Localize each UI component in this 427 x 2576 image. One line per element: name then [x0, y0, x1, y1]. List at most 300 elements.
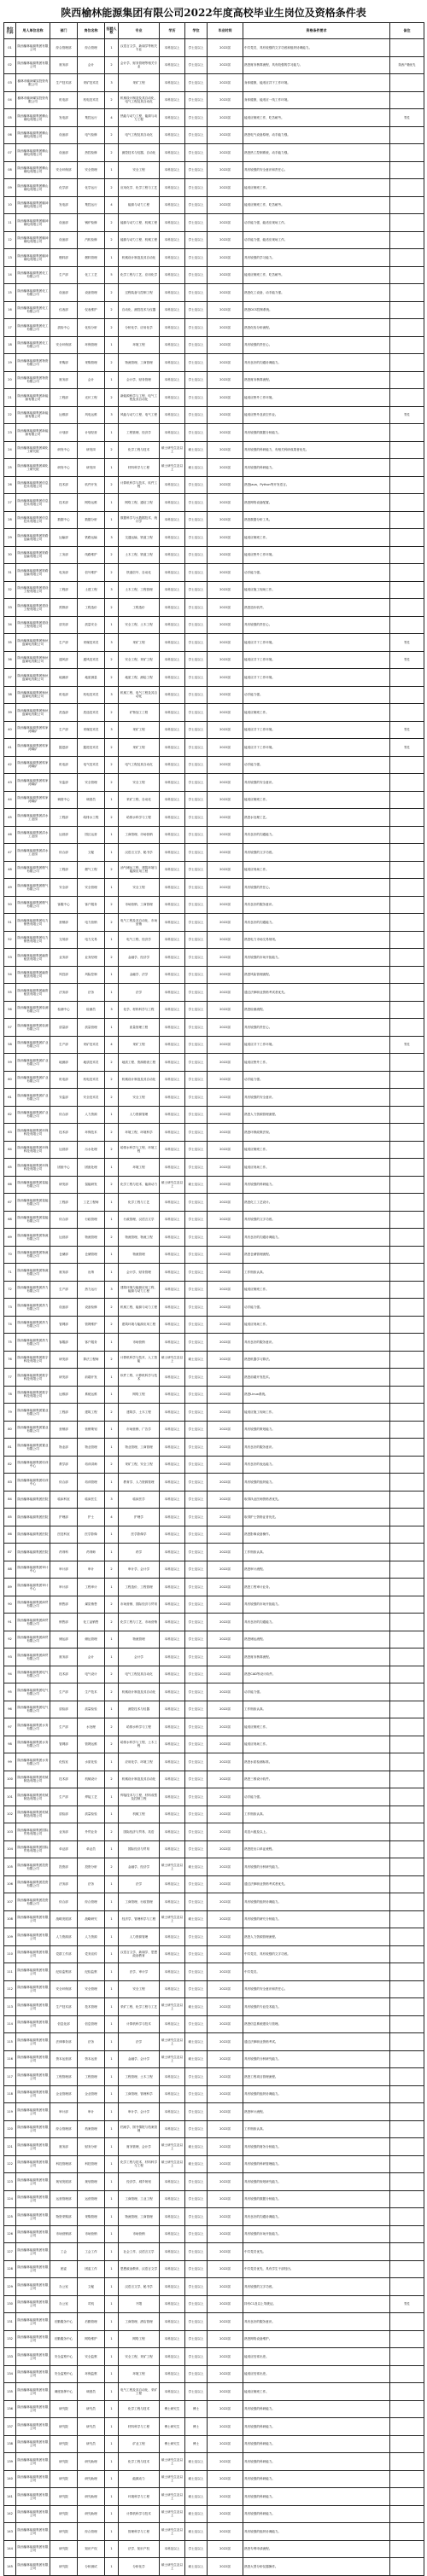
cell-req: 熟悉电力市场交易规则。	[243, 931, 390, 949]
cell-grad: 2022届	[208, 1421, 243, 1439]
cell-dept: 临床科室	[50, 1491, 78, 1509]
cell-req: 通过法律职业资格考试者优先。	[243, 984, 390, 1002]
cell-post: 会计	[78, 56, 105, 74]
cell-edu: 本科及以上	[160, 2068, 185, 2086]
cell-dept: 研究院	[50, 2505, 78, 2523]
cell-num: 2	[105, 1176, 119, 1194]
cell-major: 采矿工程、自动化	[119, 791, 160, 809]
cell-code: 04	[4, 91, 16, 109]
cell-num: 2	[105, 599, 119, 617]
cell-unit: 陕西榆林能源集团机械制造有限公司	[16, 1788, 50, 1806]
cell-num: 3	[105, 1281, 119, 1299]
cell-unit: 陕西榆林能源集团有限公司	[16, 2103, 50, 2121]
cell-degree: 学士及以上	[185, 914, 208, 932]
cell-unit: 陕西榆林能源集团有限公司	[16, 2330, 50, 2348]
cell-degree: 硕士及以上	[185, 2523, 208, 2541]
cell-note	[390, 2470, 424, 2488]
cell-grad: 2022届	[208, 1019, 243, 1037]
cell-dept: 教学部	[50, 1456, 78, 1474]
header-row	[4, 23, 424, 39]
cell-grad: 2022届	[208, 1910, 243, 1928]
cell-num: 1	[105, 2085, 119, 2103]
cell-dept: 计划部	[50, 424, 78, 442]
cell-code: 10	[4, 196, 16, 214]
cell-post: 系统运维	[78, 1386, 105, 1404]
cell-num: 2	[105, 1718, 119, 1736]
table-row	[4, 1264, 424, 1282]
cell-grad: 2022届	[208, 406, 243, 424]
cell-edu: 本科及以上	[160, 2540, 185, 2558]
cell-req: 具有较强的科研能力。	[243, 1176, 390, 1194]
cell-degree: 学士及以上	[185, 1683, 208, 1701]
cell-dept: 物业部	[50, 1439, 78, 1457]
cell-post: 护士	[78, 1509, 105, 1526]
cell-post: 安全管理	[78, 774, 105, 792]
cell-num: 2	[105, 564, 119, 582]
cell-grad: 2022届	[208, 354, 243, 372]
table-row	[4, 2505, 424, 2523]
cell-grad: 2022届	[208, 1771, 243, 1788]
cell-major: 工商管理、酒店管理	[119, 2313, 160, 2331]
header-cell-req: 资格条件要求	[243, 23, 390, 39]
cell-major: 电气工程、经济学	[119, 931, 160, 949]
cell-degree: 学士及以上	[185, 616, 208, 634]
cell-unit: 陕西榆林能源集团有限公司	[16, 2523, 50, 2541]
cell-grad: 2022届	[208, 476, 243, 494]
cell-dept: 生产部	[50, 266, 78, 284]
cell-dept: 安全部	[50, 879, 78, 897]
cell-degree: 学士及以上	[185, 529, 208, 547]
cell-num: 1	[105, 424, 119, 442]
cell-major: 工程造价	[119, 599, 160, 617]
cell-code: 42	[4, 756, 16, 774]
cell-num: 1	[105, 2558, 119, 2576]
cell-grad: 2022届	[208, 669, 243, 687]
cell-major: 应用化学、化学工程与工艺	[119, 179, 160, 197]
cell-num: 2	[105, 144, 119, 162]
cell-dept: 采购部	[50, 354, 78, 372]
cell-code: 142	[4, 2505, 16, 2523]
cell-dept: 生产部	[50, 1683, 78, 1701]
cell-num: 2	[105, 1071, 119, 1089]
cell-dept: 人力资源部	[50, 1928, 78, 1946]
cell-num: 4	[105, 1036, 119, 1054]
cell-grad: 2022届	[208, 1106, 243, 1124]
cell-post: 固废处理	[78, 1159, 105, 1177]
cell-edu: 本科及以上	[160, 634, 185, 652]
cell-num: 1	[105, 2103, 119, 2121]
cell-post: 安全技术员	[78, 1089, 105, 1107]
cell-req: 熟悉财务核算流程。	[243, 371, 390, 389]
cell-note	[390, 1526, 424, 1544]
cell-major: 工程造价、工程管理	[119, 1579, 160, 1596]
cell-unit: 陕西榆林能源集团医院	[16, 1526, 50, 1544]
cell-dept: 设备部	[50, 126, 78, 144]
cell-post: 地质测量	[78, 669, 105, 687]
cell-degree: 硕士及以上	[185, 459, 208, 477]
table-row	[4, 109, 424, 127]
cell-edu: 本科及以上	[160, 1544, 185, 1561]
cell-edu: 本科及以上	[160, 564, 185, 582]
cell-dept: 法律事务部	[50, 2033, 78, 2051]
cell-dept: 业务部	[50, 1823, 78, 1841]
cell-post: 法务	[78, 2033, 105, 2051]
table-row	[4, 1491, 424, 1509]
cell-degree: 学士及以上	[185, 1561, 208, 1579]
cell-dept: 综合部	[50, 1106, 78, 1124]
cell-dept: 质检中心	[50, 319, 78, 337]
cell-major: 汉语言文学、新闻学等相关专业	[119, 39, 160, 57]
cell-edu: 本科及以上	[160, 2208, 185, 2226]
cell-post: 人力资源	[78, 1928, 105, 1946]
cell-code: 25	[4, 459, 16, 477]
cell-major: 机械设计制造及其自动化	[119, 249, 160, 267]
cell-unit: 陕西榆林能源集团有限公司	[16, 2540, 50, 2558]
cell-note	[390, 1980, 424, 1998]
cell-edu: 本科及以上	[160, 284, 185, 302]
cell-major: 思想政治教育、汉语言文学	[119, 2260, 160, 2278]
cell-note	[390, 1141, 424, 1159]
cell-code: 01	[4, 39, 16, 57]
cell-note: 男性	[390, 1036, 424, 1054]
cell-post: 质量安全	[78, 616, 105, 634]
cell-degree: 学士及以上	[185, 826, 208, 844]
cell-code: 136	[4, 2400, 16, 2418]
cell-major: 金融学、经济学	[119, 949, 160, 967]
cell-req: 能适应施工现场工作。	[243, 581, 390, 599]
cell-degree: 学士及以上	[185, 774, 208, 792]
cell-req: 具有较强的组织能力。	[243, 1474, 390, 1492]
table-row	[4, 424, 424, 442]
cell-note	[390, 791, 424, 809]
cell-post: 档案管理	[78, 2120, 105, 2138]
cell-post: 园区运营	[78, 826, 105, 844]
table-row	[4, 546, 424, 564]
cell-unit: 陕西榆林能源集团热力有限公司	[16, 1299, 50, 1317]
cell-unit: 陕西榆林能源集团有限公司	[16, 2155, 50, 2173]
cell-unit: 陕西榆林能源集团郭家湾煤矿	[16, 721, 50, 739]
table-row	[4, 476, 424, 494]
cell-grad: 2022届	[208, 2330, 243, 2348]
cell-grad: 2022届	[208, 1788, 243, 1806]
cell-post: 研究助理	[78, 2505, 105, 2523]
table-row	[4, 581, 424, 599]
table-row	[4, 2260, 424, 2278]
cell-dept: 财务部	[50, 1264, 78, 1282]
cell-grad: 2022届	[208, 1928, 243, 1946]
cell-post: 工程造价	[78, 599, 105, 617]
cell-note	[390, 1753, 424, 1771]
cell-major: 采矿工程	[119, 74, 160, 92]
cell-req: 具有较强的专业技术能力。	[243, 1998, 390, 2016]
cell-grad: 2022届	[208, 441, 243, 459]
cell-dept: 工程管理部	[50, 2068, 78, 2086]
cell-code: 15	[4, 284, 16, 302]
cell-num: 2	[105, 1736, 119, 1753]
cell-grad: 2022届	[208, 1334, 243, 1352]
cell-grad: 2022届	[208, 739, 243, 757]
cell-dept: 通风部	[50, 651, 78, 669]
cell-major: 矿业工程	[119, 2435, 160, 2453]
cell-dept: 化学部	[50, 179, 78, 197]
cell-major: 机械工程	[119, 1806, 160, 1823]
cell-dept: 综合管理部	[50, 2120, 78, 2138]
cell-major: 计算机科学与技术、人工智能	[119, 1351, 160, 1369]
cell-edu: 本科及以上	[160, 809, 185, 827]
cell-code: 118	[4, 2085, 16, 2103]
table-row	[4, 389, 424, 407]
cell-edu: 本科及以上	[160, 1509, 185, 1526]
cell-edu: 本科及以上	[160, 756, 185, 774]
cell-grad: 2022届	[208, 2453, 243, 2471]
cell-grad: 2022届	[208, 2470, 243, 2488]
cell-dept: 审计部	[50, 2103, 78, 2121]
cell-edu: 本科及以上	[160, 1036, 185, 1054]
cell-edu: 本科及以上	[160, 1299, 185, 1317]
cell-note	[390, 1509, 424, 1526]
cell-major: 金融学、会计学	[119, 2050, 160, 2068]
cell-edu: 本科及以上	[160, 1596, 185, 1614]
cell-degree: 学士及以上	[185, 2103, 208, 2121]
table-row	[4, 1281, 424, 1299]
cell-num: 2	[105, 476, 119, 494]
cell-code: 92	[4, 1631, 16, 1649]
cell-post: 技术管理	[78, 1998, 105, 2016]
cell-note	[390, 1386, 424, 1404]
cell-num: 2	[105, 231, 119, 249]
cell-post: 审计	[78, 2103, 105, 2121]
cell-unit: 陕西榆林能源集团信息技术有限公司	[16, 494, 50, 512]
table-row	[4, 1945, 424, 1963]
cell-grad: 2022届	[208, 1369, 243, 1387]
cell-req: 具有较强的安全意识和责任心。	[243, 1980, 390, 1998]
cell-note	[390, 301, 424, 319]
cell-note	[390, 214, 424, 232]
cell-unit: 陕西榆林能源集团矿业有限公司	[16, 1054, 50, 1072]
cell-num: 3	[105, 686, 119, 704]
cell-degree: 学士及以上	[185, 1229, 208, 1247]
cell-post: 采煤技术员	[78, 634, 105, 652]
cell-dept: 技术部	[50, 1771, 78, 1788]
cell-dept: 燃料部	[50, 249, 78, 267]
cell-degree: 学士及以上	[185, 739, 208, 757]
cell-req: 能适应现场工作。	[243, 1316, 390, 1334]
cell-code: 108	[4, 1910, 16, 1928]
cell-major: 采矿工程	[119, 634, 160, 652]
cell-major: 采矿工程	[119, 739, 160, 757]
cell-unit: 陕西榆林能源集团有限公司	[16, 2138, 50, 2156]
cell-req: 熟悉财务核算流程。	[243, 1649, 390, 1666]
cell-grad: 2022届	[208, 1823, 243, 1841]
cell-dept: 综合部	[50, 1474, 78, 1492]
cell-note	[390, 826, 424, 844]
cell-code: 140	[4, 2470, 16, 2488]
cell-post: 化学运行	[78, 179, 105, 197]
cell-post: 药剂师	[78, 1544, 105, 1561]
cell-grad: 2022届	[208, 966, 243, 984]
cell-req: 具有较强的文字功底。	[243, 1211, 390, 1229]
cell-req: 具有较强的文字功底。	[243, 2278, 390, 2296]
cell-grad: 2022届	[208, 1299, 243, 1317]
cell-code: 93	[4, 1649, 16, 1666]
cell-edu: 本科及以上	[160, 494, 185, 512]
cell-degree: 学士及以上	[185, 1439, 208, 1457]
cell-edu: 本科及以上	[160, 599, 185, 617]
cell-post: 客户服务	[78, 896, 105, 914]
cell-post: 综合管理	[78, 2523, 105, 2541]
cell-post: 行政管理	[78, 1211, 105, 1229]
cell-post: 建筑工程	[78, 1404, 105, 1422]
cell-unit: 陕西榆林能源集团有限公司	[16, 2295, 50, 2313]
cell-note	[390, 984, 424, 1002]
cell-edu: 本科及以上	[160, 616, 185, 634]
cell-major: 风能与动力工程、电气工程	[119, 406, 160, 424]
cell-code: 27	[4, 494, 16, 512]
cell-code: 24	[4, 441, 16, 459]
cell-note	[390, 2435, 424, 2453]
cell-req: 具有较强的规划研究能力。	[243, 2173, 390, 2191]
cell-req: 能适应倒班工作。	[243, 704, 390, 722]
cell-post: 安全管理	[78, 1980, 105, 1998]
table-row	[4, 319, 424, 337]
cell-major: 安全工程、土木工程	[119, 616, 160, 634]
cell-degree: 硕士及以上	[185, 1176, 208, 1194]
cell-num: 2	[105, 1229, 119, 1247]
cell-major: 教育学、人力资源管理	[119, 1474, 160, 1492]
cell-major: 财务管理、会计学	[119, 2138, 160, 2156]
cell-grad: 2022届	[208, 1666, 243, 1683]
cell-note	[390, 581, 424, 599]
cell-degree: 学士及以上	[185, 249, 208, 267]
cell-major: 软件工程、计算机科学与技术	[119, 1369, 160, 1387]
cell-edu: 本科及以上	[160, 1823, 185, 1841]
cell-grad: 2022届	[208, 284, 243, 302]
cell-code: 64	[4, 1141, 16, 1159]
table-row	[4, 2278, 424, 2296]
cell-unit: 陕西榆林能源集团燃气有限公司	[16, 896, 50, 914]
cell-unit: 陕西榆林能源集团数字科技有限公司	[16, 1351, 50, 1369]
cell-major: 材料科学与工程	[119, 2418, 160, 2436]
cell-degree: 学士及以上	[185, 756, 208, 774]
cell-edu: 本科及以上	[160, 389, 185, 407]
cell-post: 前端开发	[78, 1369, 105, 1387]
cell-unit: 陕西榆林能源集团燃气有限公司	[16, 861, 50, 879]
cell-grad: 2022届	[208, 2138, 243, 2156]
cell-major: 电气工程及其自动化	[119, 126, 160, 144]
cell-dept: 销售部	[50, 1596, 78, 1614]
cell-dept: 工会	[50, 2243, 78, 2261]
cell-dept: 工程部	[50, 389, 78, 407]
cell-unit: 陕西榆林能源集团热力有限公司	[16, 1316, 50, 1334]
cell-dept: 机电部	[50, 1071, 78, 1089]
cell-num: 4	[105, 1509, 119, 1526]
table-row	[4, 1788, 424, 1806]
cell-code: 111	[4, 1963, 16, 1981]
cell-major: 物流管理、物流工程	[119, 1229, 160, 1247]
cell-unit: 陕西榆林能源集团榆神煤电有限公司	[16, 196, 50, 214]
cell-unit: 陕西榆林能源集团置业有限公司	[16, 1439, 50, 1457]
cell-major: 化学、材料科学与工程	[119, 1001, 160, 1019]
cell-num: 2	[105, 56, 119, 74]
cell-post: 数据分析	[78, 511, 105, 529]
table-row	[4, 1386, 424, 1404]
cell-note	[390, 161, 424, 179]
cell-unit: 陕西榆林能源集团医院	[16, 1491, 50, 1509]
cell-num: 2	[105, 91, 119, 109]
cell-major: 测控技术与仪器、自动化	[119, 144, 160, 162]
table-row	[4, 1928, 424, 1946]
cell-code: 128	[4, 2260, 16, 2278]
cell-grad: 2022届	[208, 931, 243, 949]
cell-dept: 研发中心	[50, 441, 78, 459]
table-row	[4, 1614, 424, 1631]
cell-grad: 2022届	[208, 56, 243, 74]
cell-unit: 陕西榆林能源集团数字科技有限公司	[16, 1386, 50, 1404]
cell-edu: 本科及以上	[160, 2260, 185, 2278]
cell-dept: 生产技术部	[50, 74, 78, 92]
cell-dept: 调度指挥中心	[50, 2383, 78, 2401]
table-row	[4, 651, 424, 669]
cell-post: 掘进技术员	[78, 739, 105, 757]
cell-unit: 陕西榆林能源集团煤化工研究院	[16, 441, 50, 459]
cell-unit: 陕西榆林能源集团热力有限公司	[16, 1281, 50, 1299]
cell-major: 环境科学与工程	[119, 2488, 160, 2506]
table-row	[4, 914, 424, 932]
cell-unit: 陕西榆林能源集团新能源有限公司	[16, 406, 50, 424]
cell-edu: 本科及以上	[160, 1631, 185, 1649]
cell-edu: 本科及以上	[160, 949, 185, 967]
table-row	[4, 1106, 424, 1124]
cell-note	[390, 2190, 424, 2208]
cell-unit: 陕西榆林能源集团水务有限公司	[16, 1718, 50, 1736]
cell-num: 3	[105, 74, 119, 92]
cell-unit: 陕西榆林能源集团融资租赁有限公司	[16, 984, 50, 1002]
cell-num: 1	[105, 2138, 119, 2156]
cell-dept: 质安部	[50, 616, 78, 634]
cell-req: 能适应倒班工作。	[243, 1718, 390, 1736]
cell-grad: 2022届	[208, 91, 243, 109]
cell-unit: 陕西榆林能源集团投资有限公司	[16, 1893, 50, 1911]
cell-grad: 2022届	[208, 1963, 243, 1981]
cell-num: 1	[105, 1369, 119, 1387]
cell-note	[390, 1718, 424, 1736]
cell-num: 2	[105, 179, 119, 197]
cell-major: 网络工程	[119, 1386, 160, 1404]
cell-dept: 运营部	[50, 826, 78, 844]
table-row	[4, 2138, 424, 2156]
cell-degree: 博士	[185, 2400, 208, 2418]
cell-degree: 学士及以上	[185, 949, 208, 967]
cell-dept: 工程部	[50, 861, 78, 879]
cell-grad: 2022届	[208, 2120, 243, 2138]
cell-post: 单证员	[78, 1840, 105, 1858]
cell-post: 人力资源	[78, 1106, 105, 1124]
cell-code: 12	[4, 231, 16, 249]
cell-req: 取得执业医师资格者优先。	[243, 1491, 390, 1509]
cell-degree: 学士及以上	[185, 984, 208, 1002]
cell-edu: 硕士研究生及以上	[160, 2453, 185, 2471]
cell-num: 1	[105, 2068, 119, 2086]
cell-major: 工程管理、土木工程	[119, 2068, 160, 2086]
cell-req: 能适应井下工作环境。	[243, 739, 390, 757]
cell-edu: 硕士研究生及以上	[160, 2050, 185, 2068]
cell-edu: 硕士研究生及以上	[160, 2523, 185, 2541]
cell-edu: 本科及以上	[160, 2225, 185, 2243]
cell-code: 91	[4, 1614, 16, 1631]
cell-unit: 陕西榆林能源集团医院	[16, 1544, 50, 1561]
cell-req: 动手能力强，能适应现场工作。	[243, 231, 390, 249]
cell-req: 熟悉审计流程。	[243, 2103, 390, 2121]
